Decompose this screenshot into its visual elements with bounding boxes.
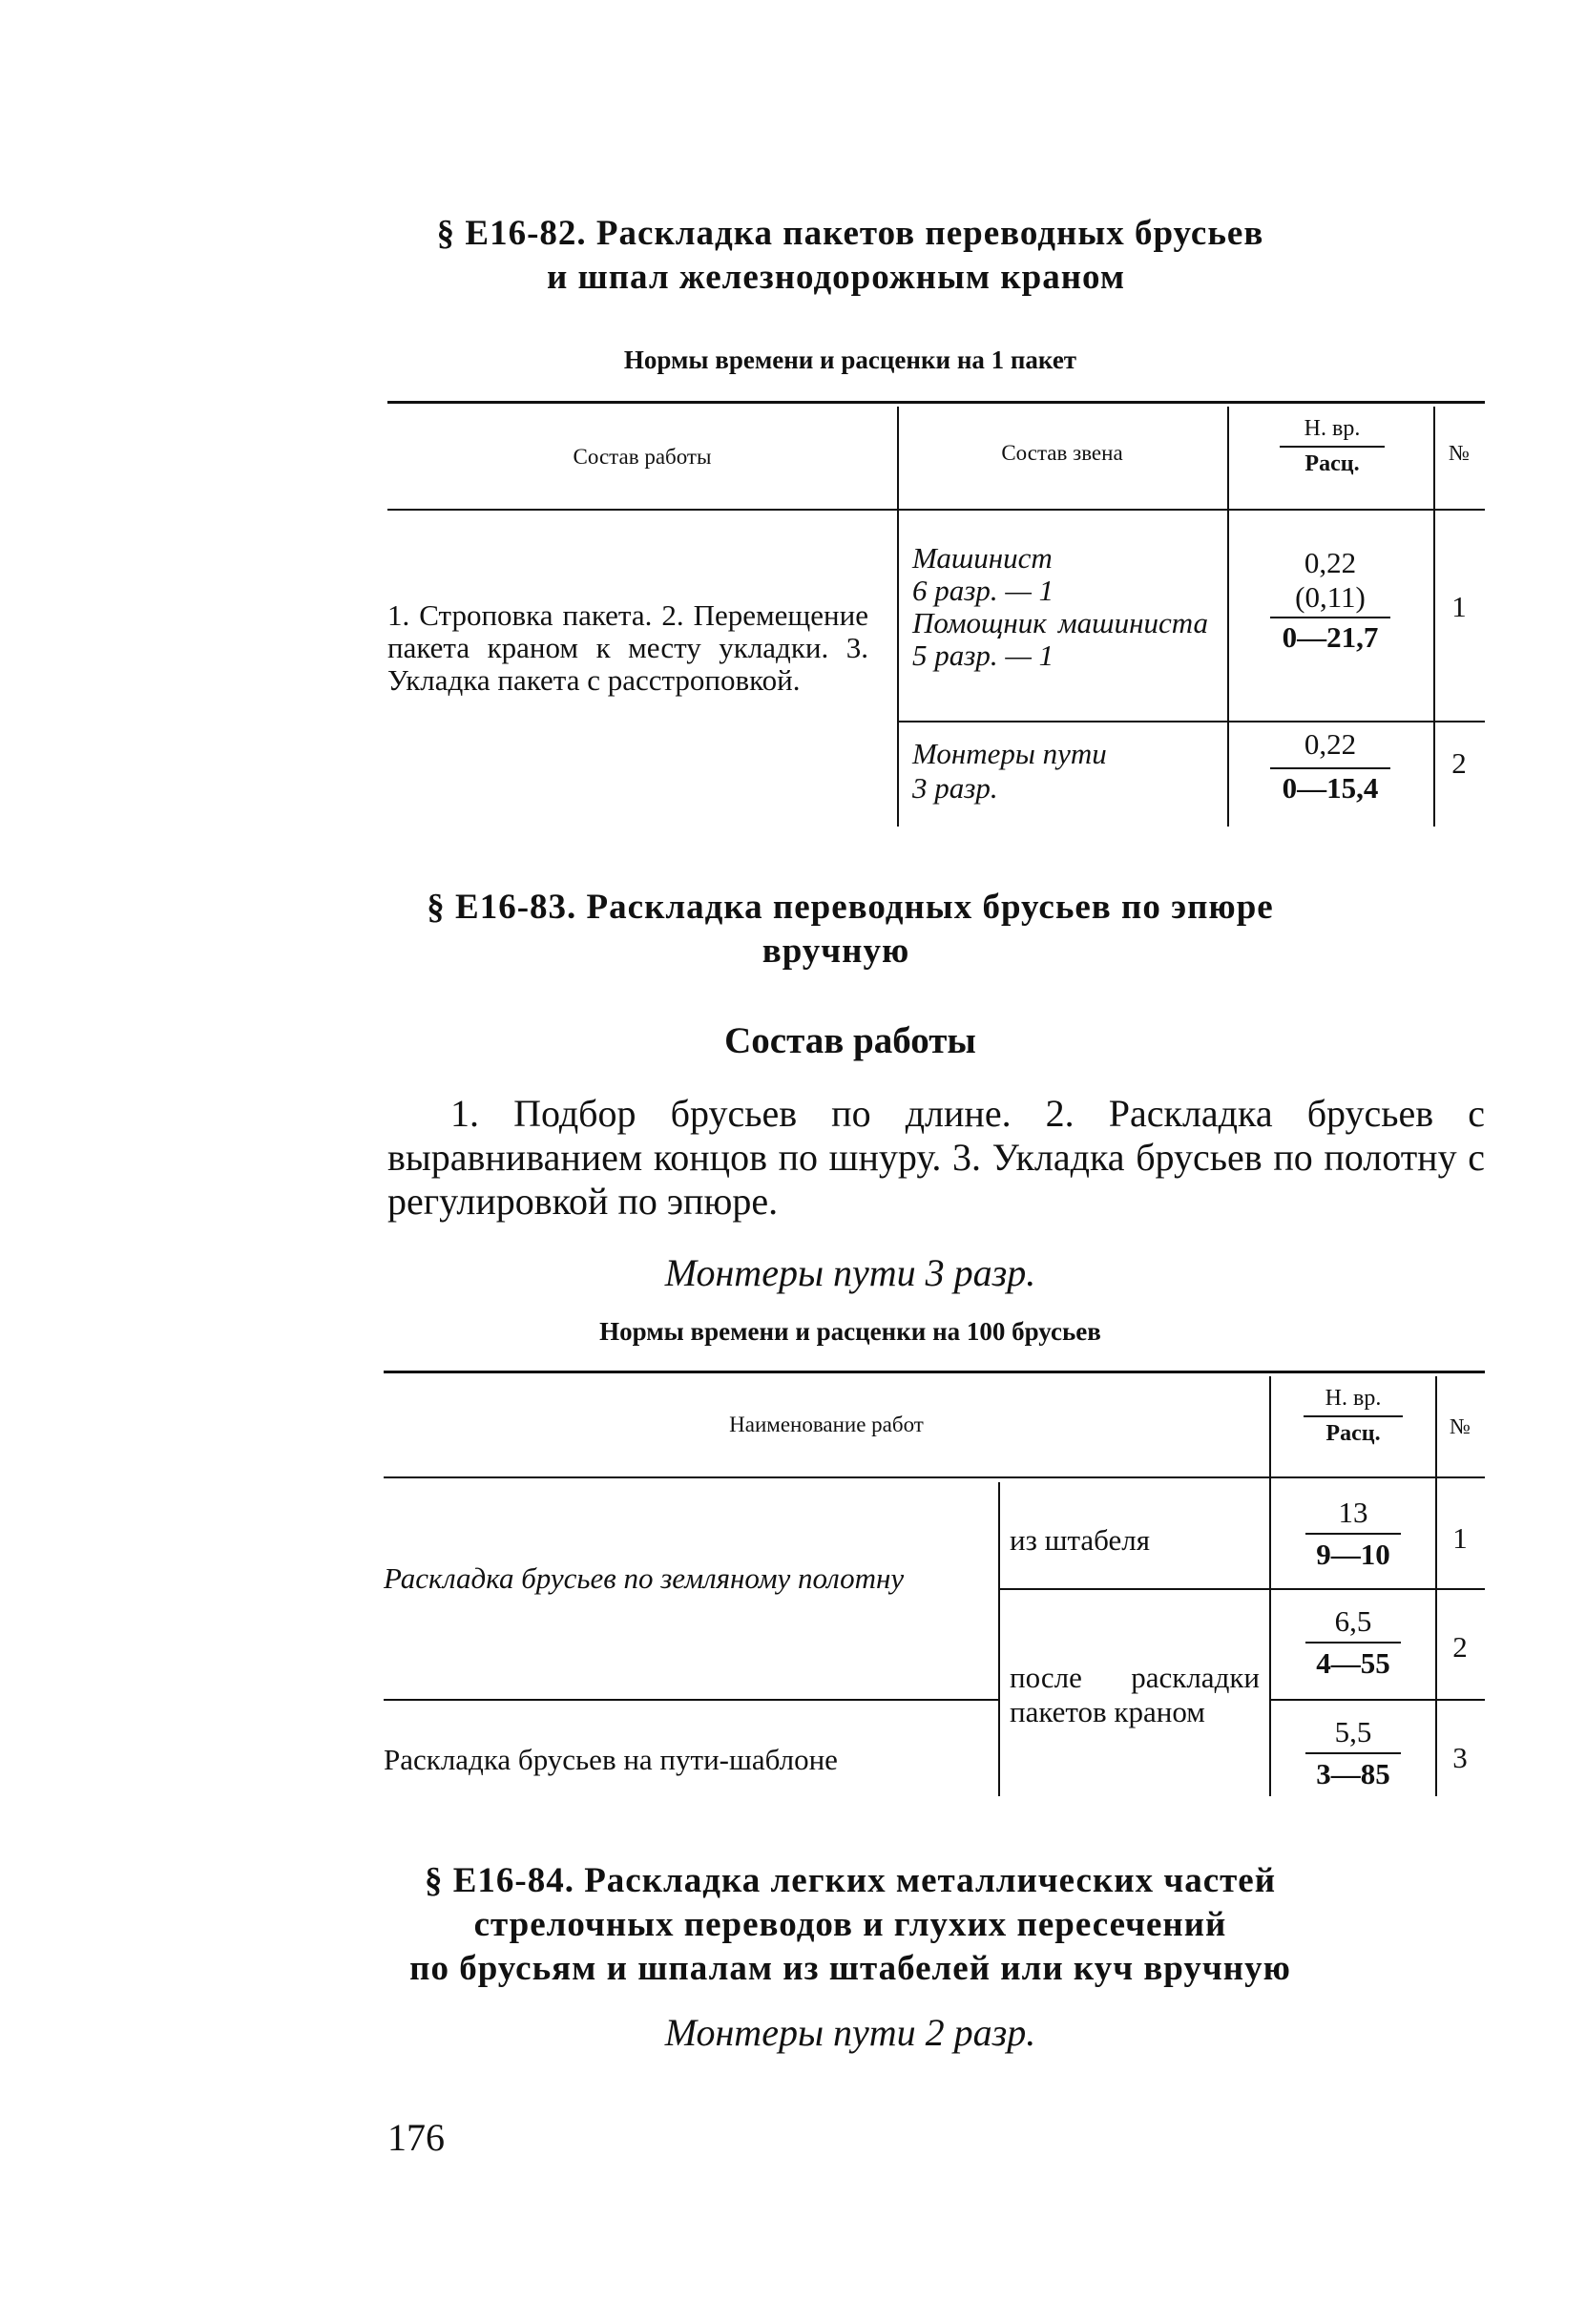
table-82-col-divider-1 bbox=[897, 407, 899, 827]
table-83-group-divider bbox=[384, 1699, 998, 1701]
section-83-title-line1: § Е16-83. Раскладка переводных брусьев по эпюре bbox=[427, 888, 1274, 927]
table-82-header-crew: Состав звена bbox=[1001, 441, 1123, 465]
section-83-title-line2: вручную bbox=[762, 932, 910, 971]
table-83-row2-rate: 4—55 bbox=[1316, 1646, 1390, 1680]
table-83-col-divider-sub bbox=[998, 1482, 1000, 1796]
table-82-header-norm-bottom: Расц. bbox=[1304, 451, 1360, 476]
table-82-row1-norm-value: 0,22 bbox=[1304, 546, 1357, 579]
table-83-row2-norm bbox=[1279, 1603, 1428, 1682]
table-83-row1-num: 1 bbox=[1452, 1521, 1468, 1555]
table-82-header-norm-top: Н. вр. bbox=[1304, 416, 1361, 441]
table-82-row1-crew-line1: Машинист bbox=[912, 541, 1053, 575]
table-82-row1-crew-line2: 6 разр. — 1 bbox=[912, 574, 1054, 607]
table-83-col-divider-norm bbox=[1269, 1376, 1271, 1796]
section-84-crew: Монтеры пути 2 разр. bbox=[664, 2011, 1036, 2054]
table-83-col-divider-num bbox=[1435, 1376, 1437, 1796]
table-83-row3-norm bbox=[1279, 1714, 1428, 1792]
table-82-row2-rate: 0—15,4 bbox=[1282, 771, 1379, 805]
table-83-header-norm-bar bbox=[1304, 1415, 1403, 1417]
table-83-header-norm-top: Н. вр. bbox=[1325, 1386, 1382, 1411]
table-82-row2-crew-line1: Монтеры пути bbox=[912, 737, 1107, 770]
table-82-row1-crew-line3: Помощник машиниста 5 разр. — 1 bbox=[912, 606, 1208, 672]
section-82-title bbox=[0, 212, 1586, 300]
table-83-sub1-label: из штабеля bbox=[1010, 1523, 1150, 1557]
section-84-title bbox=[0, 1859, 1586, 1991]
table-82-row1-crew bbox=[912, 542, 1208, 672]
table-83-header-work: Наименование работ bbox=[729, 1413, 924, 1436]
table-83-header-num: № bbox=[1450, 1414, 1471, 1438]
section-83-composition-text: 1. Подбор брусьев по длине. 2. Раскладка брусьев с выравниванием концов по шнуру. 3. Укладка брусьев по полотну с регулировкой по эпюре. bbox=[387, 1092, 1485, 1223]
table-82-row1-rate: 0—21,7 bbox=[1282, 620, 1379, 654]
table-83-header-rule bbox=[384, 1476, 1485, 1478]
table-82-header-work: Состав работы bbox=[573, 445, 712, 469]
table-83-row1-rate: 9—10 bbox=[1316, 1538, 1390, 1571]
table-82-col-divider-2 bbox=[1227, 407, 1229, 827]
table-83-row1-norm bbox=[1279, 1495, 1428, 1573]
table-83-row-divider-2 bbox=[1269, 1699, 1485, 1701]
table-83-row3-rate: 3—85 bbox=[1316, 1757, 1390, 1790]
section-84-title-line3: по брусьям и шпалам из штабелей или куч вручную bbox=[409, 1949, 1291, 1988]
table-82-header-rule bbox=[387, 509, 1485, 511]
table-83-row3-norm-bar bbox=[1305, 1752, 1401, 1754]
table-83-header-norm bbox=[1279, 1386, 1428, 1447]
table-83-row3-norm-value: 5,5 bbox=[1334, 1715, 1372, 1748]
table-82-row2-norm-bar bbox=[1270, 767, 1390, 769]
table-82-row2-crew-line2: 3 разр. bbox=[912, 771, 998, 805]
table-83-row3-num: 3 bbox=[1452, 1741, 1468, 1774]
section-84-title-line2: стрелочных переводов и глухих пересечений bbox=[473, 1905, 1227, 1944]
table-82-row2-crew bbox=[912, 737, 1208, 806]
table-83-row-divider-1 bbox=[998, 1588, 1485, 1590]
table-83-caption: Нормы времени и расценки на 100 брусьев bbox=[599, 1317, 1101, 1346]
section-83-composition-heading: Состав работы bbox=[724, 1020, 976, 1061]
table-82-row1-num: 1 bbox=[1451, 590, 1467, 623]
section-84-title-line1: § Е16-84. Раскладка легких металлических частей bbox=[424, 1861, 1277, 1900]
section-82-title-line1: § Е16-82. Раскладка пакетов переводных брусьев bbox=[436, 214, 1264, 253]
table-82-top-rule bbox=[387, 401, 1485, 404]
table-83-row1-norm-value: 13 bbox=[1338, 1496, 1368, 1529]
table-82-header-norm bbox=[1256, 416, 1409, 477]
table-83-sub2-label: после раскладки пакетов краном bbox=[1010, 1661, 1260, 1728]
table-83-group2-label: Раскладка брусьев на пути-шаблоне bbox=[384, 1743, 838, 1776]
table-83-row2-norm-value: 6,5 bbox=[1334, 1604, 1372, 1638]
table-83-top-rule bbox=[384, 1371, 1485, 1373]
section-83-title bbox=[0, 886, 1586, 974]
table-82-row-divider bbox=[897, 721, 1485, 722]
table-82-header-num: № bbox=[1449, 441, 1470, 465]
table-83-row2-norm-bar bbox=[1305, 1642, 1401, 1644]
section-83-crew: Монтеры пути 3 разр. bbox=[664, 1251, 1036, 1294]
page-number: 176 bbox=[387, 2116, 445, 2159]
table-82-work-text: 1. Строповка пакета. 2. Перемещение пакета краном к месту укладки. 3. Укладка пакета с расстроповкой. bbox=[387, 598, 868, 697]
table-82-row2-norm-value: 0,22 bbox=[1304, 727, 1357, 761]
table-82-row2-norm bbox=[1237, 727, 1424, 806]
table-82-header-norm-bar bbox=[1280, 446, 1385, 448]
table-82-row1-norm-bar bbox=[1270, 617, 1390, 618]
table-83-row2-num: 2 bbox=[1452, 1630, 1468, 1664]
table-82-row1-norm-extra: (0,11) bbox=[1295, 580, 1366, 614]
table-83-header-norm-bottom: Расц. bbox=[1325, 1421, 1381, 1446]
table-83-row1-norm-bar bbox=[1305, 1533, 1401, 1535]
table-82-row2-num: 2 bbox=[1451, 746, 1467, 780]
section-82-title-line2: и шпал железнодорожным краном bbox=[546, 258, 1126, 297]
table-83-group1-label: Раскладка брусьев по земляному полотну bbox=[384, 1561, 905, 1595]
table-82-row1-norm bbox=[1237, 546, 1424, 655]
table-82-caption: Нормы времени и расценки на 1 пакет bbox=[623, 345, 1077, 374]
